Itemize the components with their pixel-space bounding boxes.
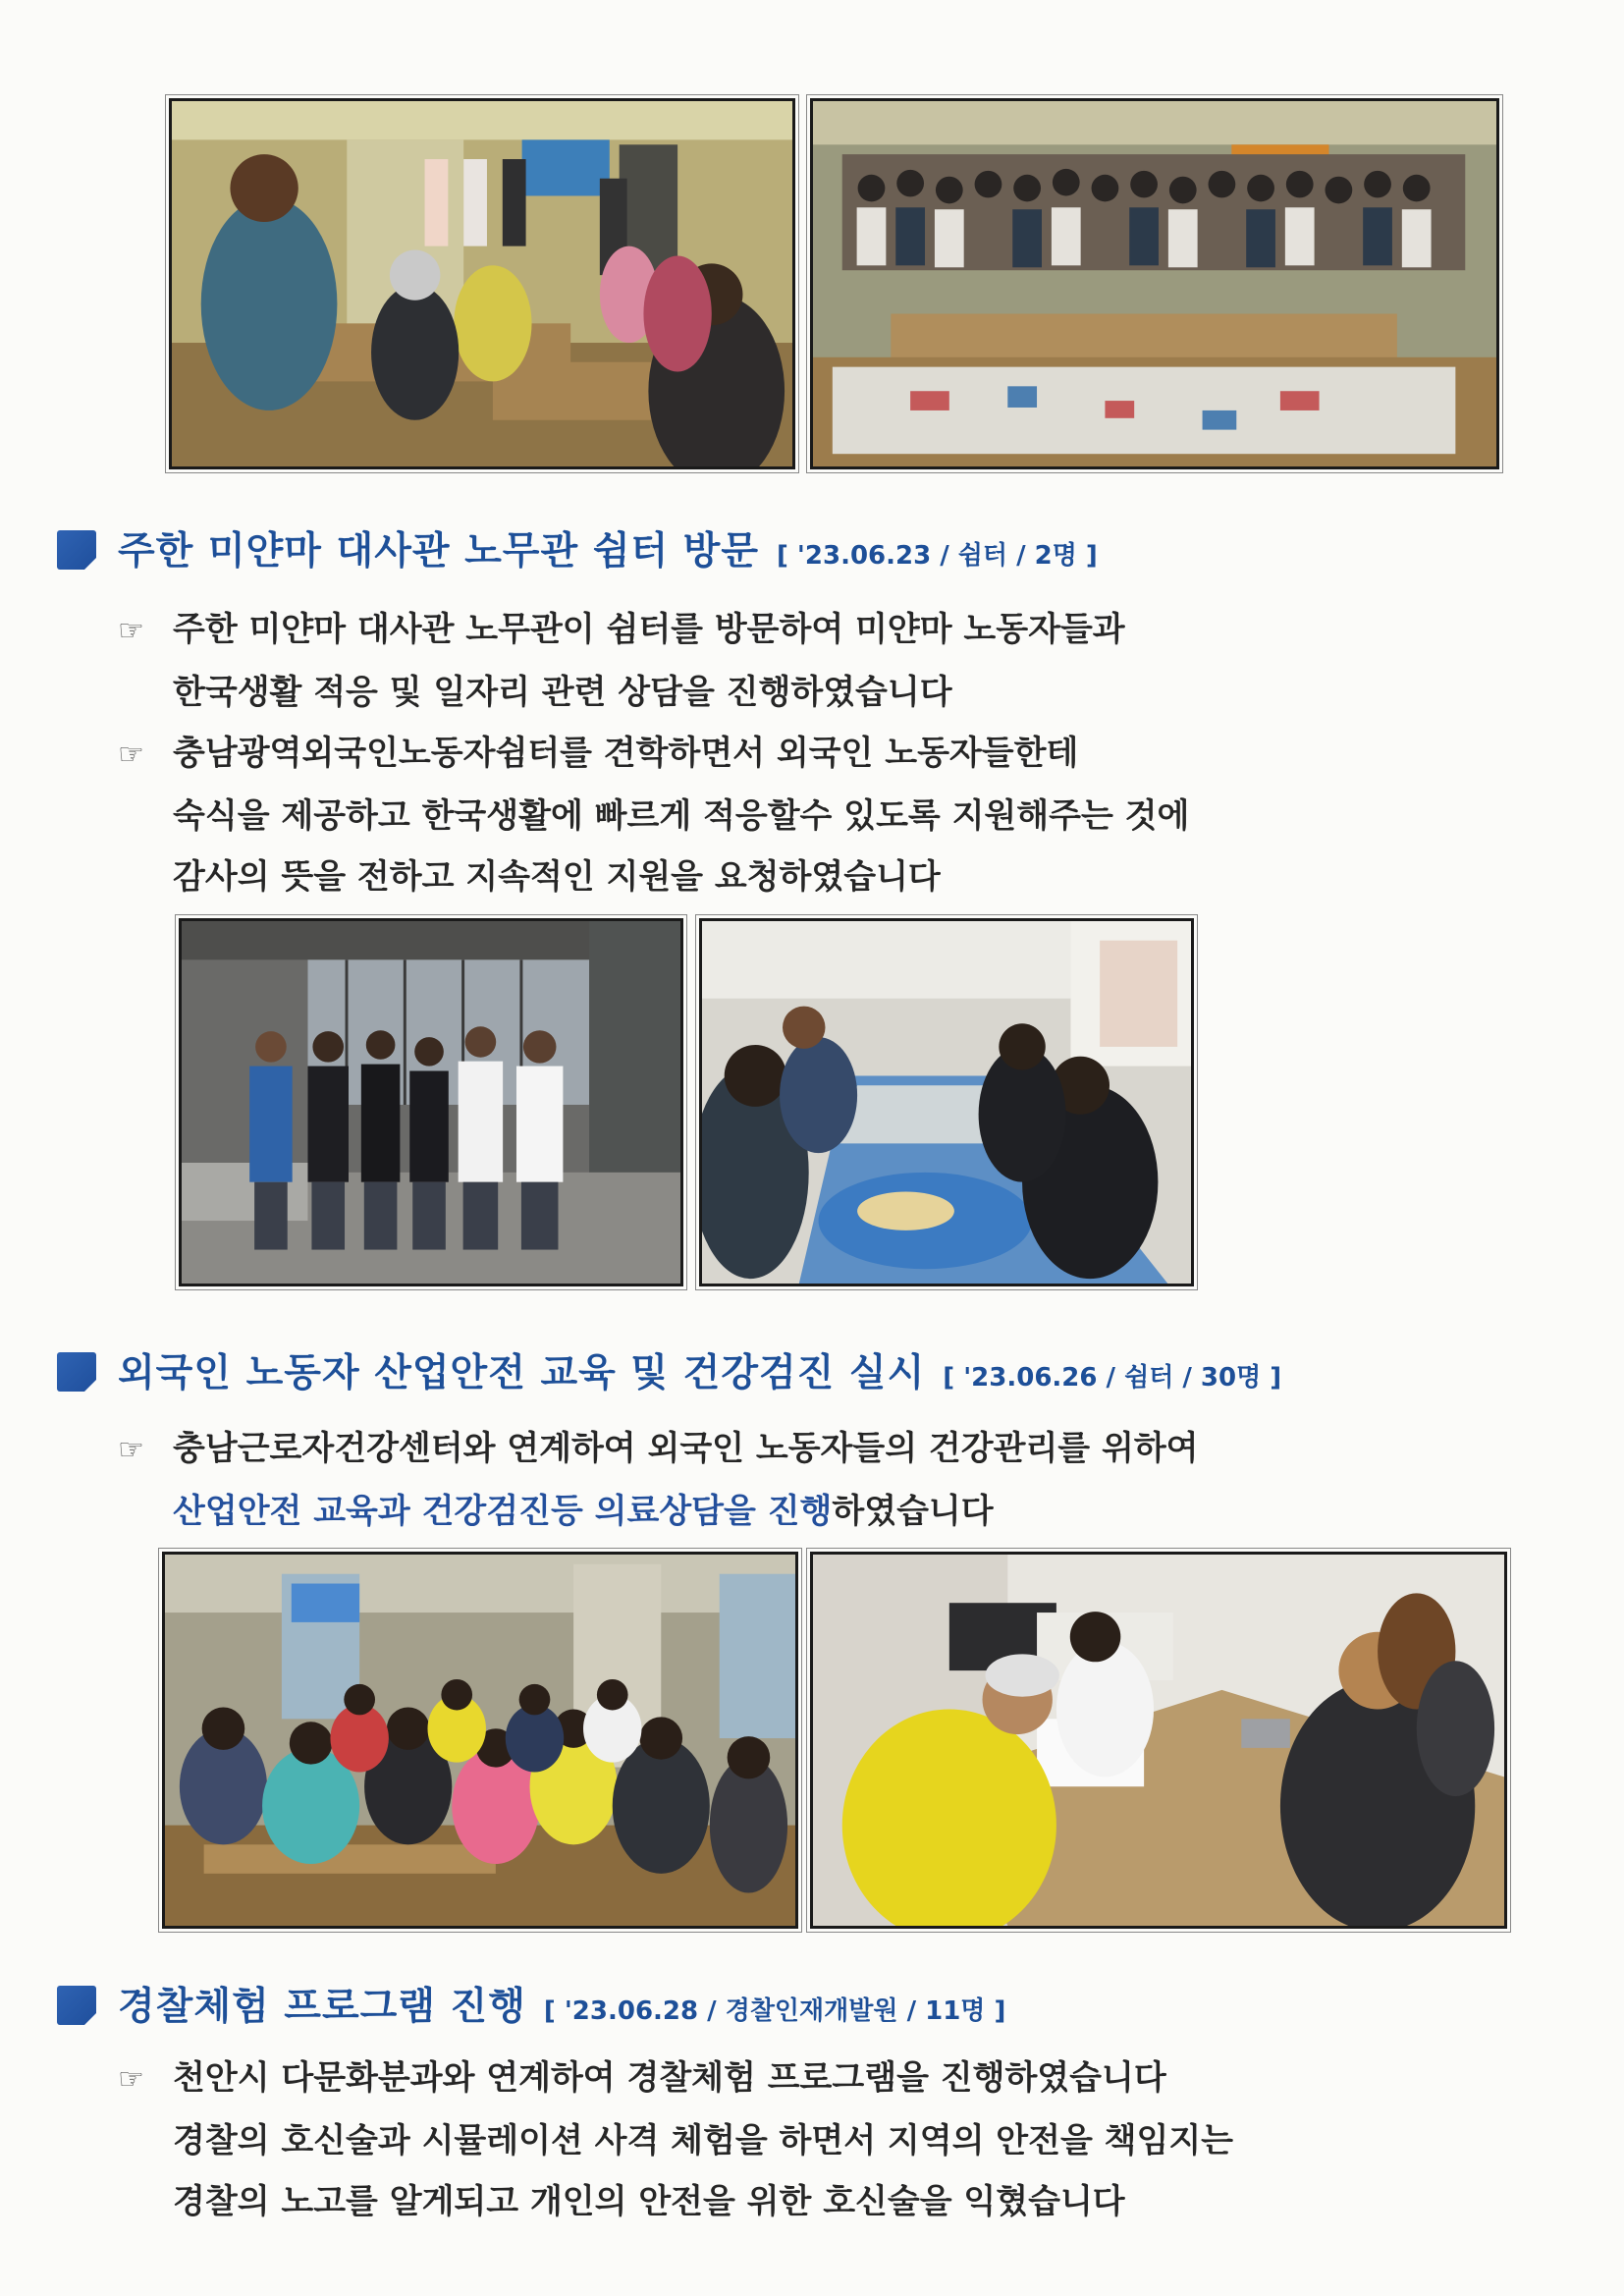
bullet-line <box>118 723 1532 786</box>
bullet-text: 천안시 다문화분과와 연계하여 경찰체험 프로그램을 진행하였습니다 <box>173 2058 1166 2098</box>
photo-meeting-table <box>699 918 1194 1286</box>
bullet-text: 충남근로자건강센터와 연계하여 외국인 노동자들의 건강관리를 위하여 <box>173 1429 1199 1468</box>
pointing-hand-icon: ☞ <box>118 2062 144 2097</box>
bullet-text: 감사의 뜻을 전하고 지속적인 지원을 요청하였습니다 <box>173 857 941 897</box>
bullet-text: 경찰의 노고를 알게되고 개인의 안전을 위한 호신술을 익혔습니다 <box>173 2182 1125 2221</box>
bullet-text: 주한 미얀마 대사관 노무관이 쉼터를 방문하여 미얀마 노동자들과 <box>173 610 1125 649</box>
photo-entrance-group <box>179 918 683 1286</box>
section-title: 주한 미얀마 대사관 노무관 쉼터 방문 <box>118 529 759 574</box>
section-meta: [ '23.06.23 / 쉼터 / 2명 ] <box>777 541 1098 571</box>
section-heading <box>57 1976 1005 2031</box>
photo-classroom-lecture <box>169 98 795 469</box>
section-body <box>118 2048 1532 2232</box>
bullet-line <box>118 599 1532 662</box>
bullet-text: 충남광역외국인노동자쉼터를 견학하면서 외국인 노동자들한테 <box>173 734 1079 773</box>
section-meta: [ '23.06.26 / 쉼터 / 30명 ] <box>943 1363 1282 1393</box>
pointing-hand-icon: ☞ <box>118 1433 144 1467</box>
section-heading <box>57 1342 1281 1397</box>
photo-health-checkup <box>810 1552 1507 1929</box>
pointing-hand-icon: ☞ <box>118 614 144 648</box>
bullet-line <box>118 1418 1532 1481</box>
bullet-line <box>118 1481 1532 1542</box>
highlight-text: 산업안전 교육과 건강검진등 의료상담을 진행 <box>173 1492 833 1531</box>
section-title: 경찰체험 프로그램 진행 <box>118 1985 526 2029</box>
section-meta: [ '23.06.28 / 경찰인재개발원 / 11명 ] <box>543 1996 1006 2026</box>
section-body <box>118 599 1532 907</box>
bullet-text: 숙식을 제공하고 한국생활에 빠르게 적응할수 있도록 지원해주는 것에 <box>173 796 1190 836</box>
pointing-hand-icon: ☞ <box>118 738 144 772</box>
bullet-text: 한국생활 적응 및 일자리 관련 상담을 진행하였습니다 <box>173 673 952 712</box>
bullet-line <box>118 2048 1532 2110</box>
section-marker-icon <box>57 530 96 570</box>
section-title: 외국인 노동자 산업안전 교육 및 건강검진 실시 <box>118 1351 926 1395</box>
section-body <box>118 1418 1532 1542</box>
bullet-text: 경찰의 호신술과 시뮬레이션 사격 체험을 하면서 지역의 안전을 책임지는 <box>173 2121 1234 2160</box>
photo-group-workshop <box>810 98 1499 469</box>
photo-safety-education <box>162 1552 798 1929</box>
section-heading <box>57 520 1098 575</box>
bullet-text: 하였습니다 <box>832 1492 994 1531</box>
section-marker-icon <box>57 1352 96 1392</box>
section-marker-icon <box>57 1986 96 2025</box>
